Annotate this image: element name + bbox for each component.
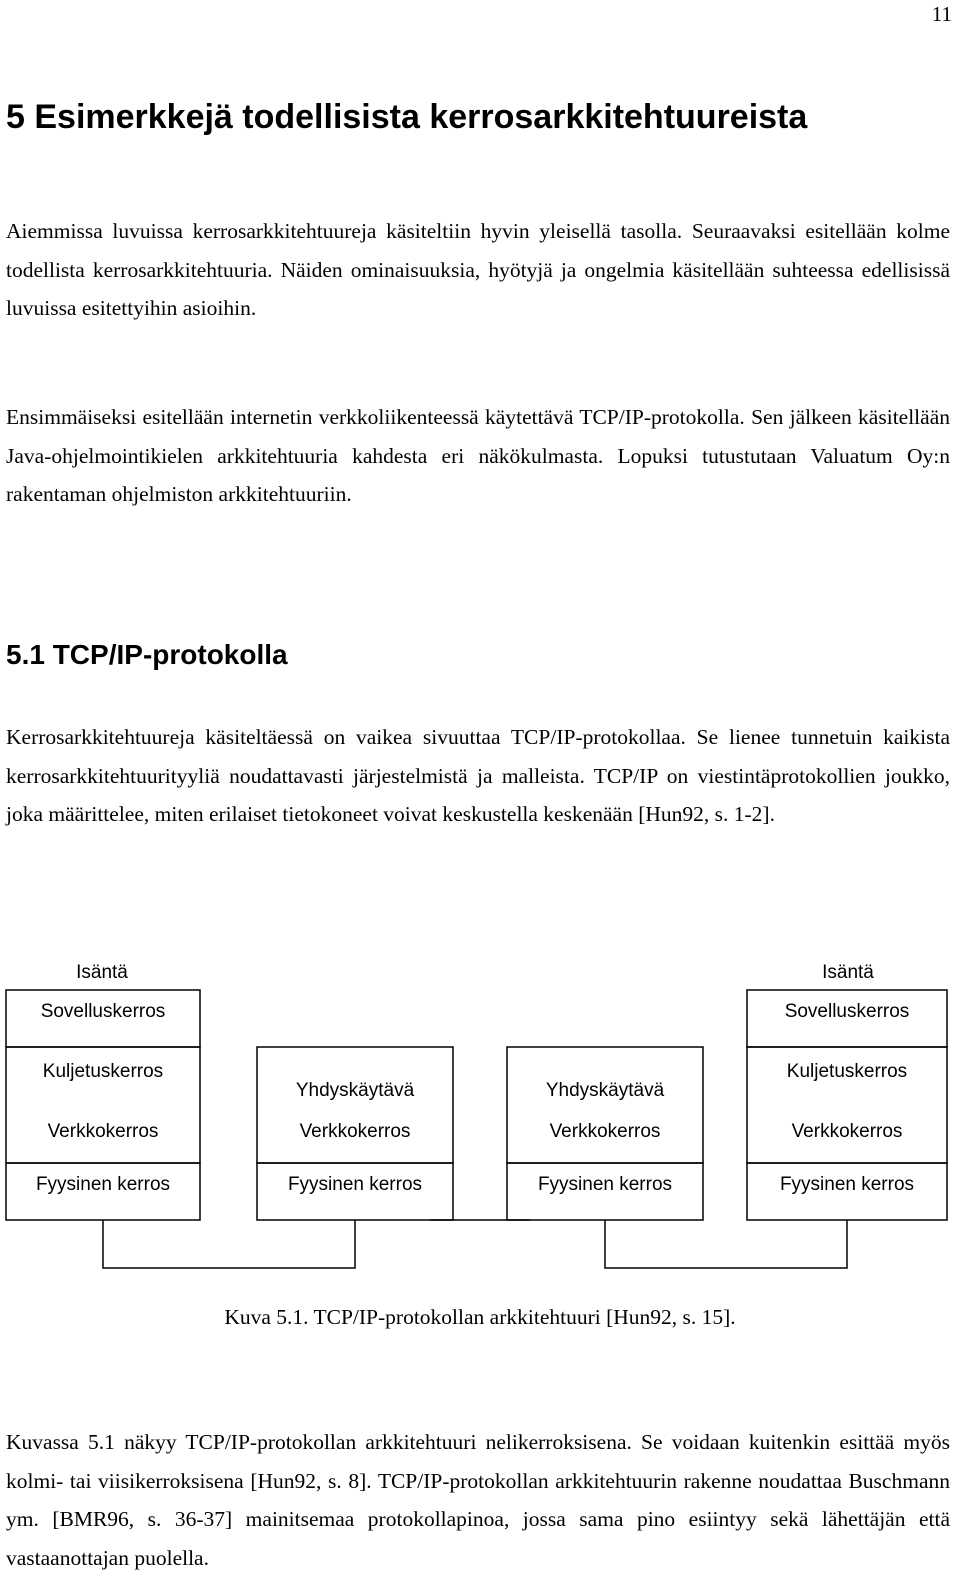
link-gateway2-host: [605, 1220, 847, 1268]
link-host-gateway1: [103, 1220, 355, 1268]
gateway1-network-label: Verkkokerros: [299, 1121, 411, 1142]
page-number: 11: [931, 2, 952, 26]
paragraph-overview: Ensimmäiseksi esitellään internetin verkkoliikenteessä käytettävä TCP/IP-protokolla. Sen jälkeen käsitellään Java-ohjelmointikielen arkkitehtuuria kahdesta eri näkökulmasta. Lopuksi tutustutaan Valuatum Oy:n rakentaman ohjelmiston arkkitehtuuriin.: [6, 405, 950, 506]
gateway2-network-label: Verkkokerros: [549, 1121, 661, 1142]
section-title: 5.1 TCP/IP-protokolla: [6, 639, 288, 670]
paragraph-tcpip: Kerrosarkkitehtuureja käsiteltäessä on vaikea sivuuttaa TCP/IP-protokollaa. Se lienee tunnetuin kaikista kerrosarkkitehtuurityyliä noudattavasti järjestelmistä ja malleista. TCP/IP on viestintäprotokollien joukko, joka määrittelee, miten erilaiset tietokoneet voivat keskustella keskenään [Hun92, s. 1-2].: [6, 725, 950, 826]
gateway2-label: Yhdyskäytävä: [545, 1080, 665, 1101]
host-right-label: Isäntä: [822, 962, 874, 983]
left-physical-label: Fyysinen kerros: [35, 1174, 171, 1195]
gateway2-network-box: [507, 1047, 703, 1163]
host-left-label: Isäntä: [76, 962, 128, 983]
figure-caption: Kuva 5.1. TCP/IP-protokollan arkkitehtuuri [Hun92, s. 15].: [224, 1305, 736, 1329]
left-transport-label: Kuljetuskerros: [42, 1061, 164, 1082]
right-transport-label: Kuljetuskerros: [786, 1061, 908, 1082]
left-application-label: Sovelluskerros: [40, 1001, 166, 1022]
left-network-label: Verkkokerros: [47, 1121, 159, 1142]
paragraph-intro: Aiemmissa luvuissa kerrosarkkitehtuureja käsiteltiin hyvin yleisellä tasolla. Seuraavaksi esitellään kolme todellista kerrosarkkitehtuuria. Näiden ominaisuuksia, hyötyjä ja ongelmia käsitellään suhteessa edellisissä luvuissa esitettyihin asioihin.: [6, 219, 950, 320]
paragraph-figure-discussion: Kuvassa 5.1 näkyy TCP/IP-protokollan arkkitehtuuri nelikerroksisena. Se voidaan kuitenkin esittää myös kolmi- tai viisikerroksisena [Hun92, s. 8]. TCP/IP-protokollan arkkitehtuurin rakenne noudattaa Buschmann ym. [BMR96, s. 36-37] mainitsemaa protokollapinoa, jossa sama pino esiintyy sekä lähettäjän että vastaanottajan puolella.: [6, 1430, 950, 1570]
tcpip-architecture-diagram: [0, 950, 960, 1280]
gateway2-physical-label: Fyysinen kerros: [537, 1174, 673, 1195]
right-application-label: Sovelluskerros: [784, 1001, 910, 1022]
chapter-title: 5 Esimerkkejä todellisista kerrosarkkitehtuureista: [6, 98, 808, 136]
right-network-label: Verkkokerros: [791, 1121, 903, 1142]
right-physical-label: Fyysinen kerros: [779, 1174, 915, 1195]
gateway1-network-box: [257, 1047, 453, 1163]
gateway1-label: Yhdyskäytävä: [295, 1080, 415, 1101]
gateway1-physical-label: Fyysinen kerros: [287, 1174, 423, 1195]
